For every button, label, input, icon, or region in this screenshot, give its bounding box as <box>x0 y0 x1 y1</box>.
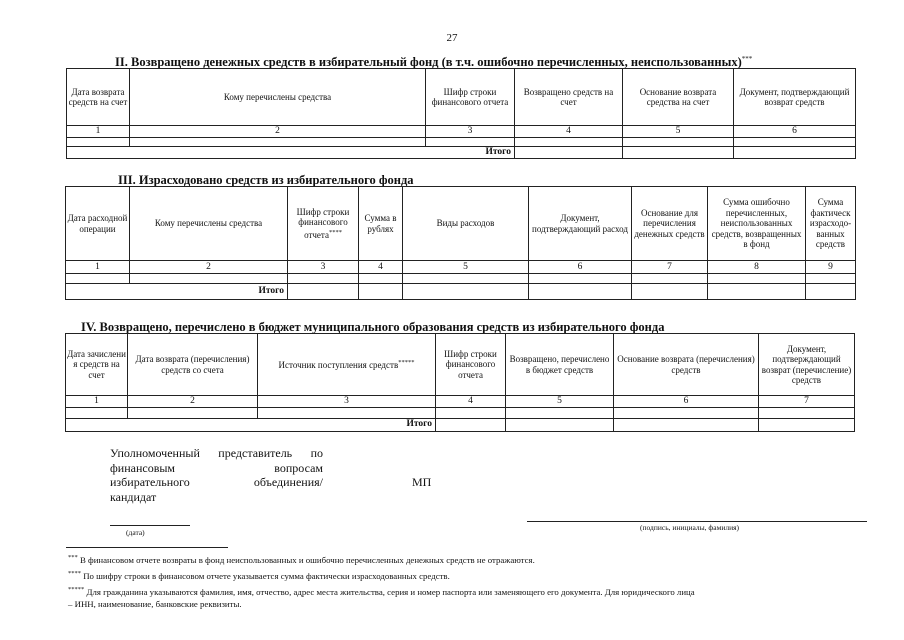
s4-col-num-4: 4 <box>436 396 506 408</box>
s2-col-num-1: 1 <box>67 126 130 138</box>
signature-line-3 <box>110 475 323 490</box>
signature-word: вопросам <box>274 460 323 475</box>
s2-cell <box>426 137 515 146</box>
footnote-2-mark: **** <box>68 570 81 577</box>
s4-header-date-credited: Дата зачислени я средств на счет <box>66 334 128 396</box>
signature-line-4: кандидат <box>110 489 157 504</box>
s3-header-basis: Основание для перечисления денежных средств <box>632 187 708 261</box>
s4-col-num-3: 3 <box>258 396 436 408</box>
s3-col-num-3: 3 <box>288 261 359 274</box>
footnote-3 <box>68 585 858 597</box>
s4-col-num-6: 6 <box>614 396 759 408</box>
signature-word: объединения/ <box>253 475 323 489</box>
section3-table <box>65 186 856 300</box>
section2-footnote-mark: *** <box>741 55 753 63</box>
s4-total-cell <box>436 418 506 431</box>
s3-col-num-9: 9 <box>806 261 856 274</box>
s2-cell <box>130 137 426 146</box>
footnote-1 <box>68 553 858 565</box>
s3-cell <box>359 274 403 284</box>
s4-cell <box>759 407 855 418</box>
s3-total-cell <box>288 284 359 300</box>
s3-total-cell <box>708 284 806 300</box>
date-line <box>110 525 190 526</box>
s4-header-source-mark: ***** <box>398 359 415 367</box>
section4-total-row <box>66 418 855 431</box>
s3-header-expense-types: Виды расходов <box>403 187 529 261</box>
s3-col-num-7: 7 <box>632 261 708 274</box>
section3-header-row <box>66 187 856 261</box>
signature-word: представитель <box>218 446 293 460</box>
section3-number-row <box>66 261 856 274</box>
section2-header-row <box>67 69 856 126</box>
footnote-1-mark: *** <box>68 554 78 561</box>
signature-line-1 <box>110 446 323 461</box>
s2-col-num-3: 3 <box>426 126 515 138</box>
section3-total-row <box>66 284 856 300</box>
s3-col-num-5: 5 <box>403 261 529 274</box>
s4-header-source <box>258 334 436 396</box>
s2-header-returned: Возвращено средств на счет <box>515 69 623 126</box>
s3-total-cell <box>529 284 632 300</box>
s3-total-cell <box>359 284 403 300</box>
section4-empty-row <box>66 407 855 418</box>
s3-total-cell <box>632 284 708 300</box>
s3-header-code-mark: **** <box>328 228 342 236</box>
s2-cell <box>515 137 623 146</box>
s2-header-document: Документ, подтверждающий возврат средств <box>734 69 856 126</box>
s3-header-date: Дата расходной операции <box>66 187 130 261</box>
s3-header-returned: Сумма ошибочно перечисленных, неиспользованных средств, возвращенных в фонд <box>708 187 806 261</box>
s2-cell <box>734 137 856 146</box>
s3-cell <box>130 274 288 284</box>
signature-word: финансовым <box>110 460 176 475</box>
s3-total-cell <box>403 284 529 300</box>
s3-cell <box>806 274 856 284</box>
s3-col-num-2: 2 <box>130 261 288 274</box>
s4-header-source-text: Источник поступления средств <box>278 360 399 371</box>
s3-header-code-text: Шифр строки финансового отчета <box>296 206 350 240</box>
s3-total-label: Итого <box>66 284 288 300</box>
s2-col-num-2: 2 <box>130 126 426 138</box>
section2-total-row <box>67 146 856 158</box>
s4-total-label: Итого <box>66 418 436 431</box>
s4-total-cell <box>506 418 614 431</box>
s2-header-recipient: Кому перечислены средства <box>130 69 426 126</box>
s2-total-cell <box>734 146 856 158</box>
s4-col-num-1: 1 <box>66 396 128 408</box>
s3-header-recipient: Кому перечислены средства <box>130 187 288 261</box>
section3-title: III. Израсходовано средств из избирательного фонда <box>118 173 414 187</box>
footnote-3-mark: ***** <box>68 586 85 593</box>
s4-col-num-7: 7 <box>759 396 855 408</box>
s4-cell <box>66 407 128 418</box>
s3-header-sum: Сумма в рублях <box>359 187 403 261</box>
s2-cell <box>67 137 130 146</box>
section2-empty-row <box>67 137 856 146</box>
s4-header-date-returned: Дата возврата (перечисления) средств со счета <box>128 334 258 396</box>
section3-empty-row <box>66 274 856 284</box>
footnote-separator <box>66 547 228 548</box>
s2-header-date: Дата возврата средств на счет <box>67 69 130 126</box>
s4-header-document: Документ, подтверждающий возврат (перечисление) средств <box>759 334 855 396</box>
s4-header-code: Шифр строки финансового отчета <box>436 334 506 396</box>
s4-col-num-2: 2 <box>128 396 258 408</box>
signature-caption: (подпись, инициалы, фамилия) <box>640 523 740 532</box>
date-caption: (дата) <box>126 528 145 537</box>
page-number: 27 <box>446 32 458 44</box>
section4-table <box>65 333 855 432</box>
signature-word: Уполномоченный <box>110 446 200 460</box>
s3-cell <box>529 274 632 284</box>
s2-header-basis: Основание возврата средства на счет <box>623 69 734 126</box>
s3-cell <box>632 274 708 284</box>
s2-col-num-4: 4 <box>515 126 623 138</box>
section2-number-row <box>67 126 856 138</box>
s4-cell <box>614 407 759 418</box>
s4-total-cell <box>759 418 855 431</box>
s3-cell <box>66 274 130 284</box>
section4-header-row <box>66 334 855 396</box>
s3-cell <box>288 274 359 284</box>
signature-line <box>527 521 867 522</box>
s2-header-code: Шифр строки финансового отчета <box>426 69 515 126</box>
s2-col-num-6: 6 <box>734 126 856 138</box>
s2-total-label: Итого <box>67 146 515 158</box>
s4-cell <box>128 407 258 418</box>
section4-number-row <box>66 396 855 408</box>
footnote-2-text: По шифру строки в финансовом отчете указывается сумма фактически израсходованных средств. <box>83 570 450 581</box>
s2-col-num-5: 5 <box>623 126 734 138</box>
signature-word: избирательного <box>110 475 190 489</box>
s3-col-num-8: 8 <box>708 261 806 274</box>
s2-total-cell <box>623 146 734 158</box>
section4-title: IV. Возвращено, перечислено в бюджет муниципального образования средств из избирательного фонда <box>81 320 665 334</box>
stamp-placeholder: МП <box>412 475 432 489</box>
s3-col-num-1: 1 <box>66 261 130 274</box>
s4-cell <box>258 407 436 418</box>
footnote-3-continuation: – ИНН, наименование, банковские реквизиты. <box>68 599 242 609</box>
footnote-2 <box>68 569 858 581</box>
s3-header-actual: Сумма фактическ израсходо-ванных средств <box>806 187 856 261</box>
section2-table <box>66 68 856 159</box>
s3-col-num-4: 4 <box>359 261 403 274</box>
signature-block <box>110 446 323 504</box>
signature-word: по <box>310 446 324 460</box>
s4-total-cell <box>614 418 759 431</box>
s4-col-num-5: 5 <box>506 396 614 408</box>
s3-cell <box>403 274 529 284</box>
signature-line-2 <box>110 461 323 476</box>
s2-cell <box>623 137 734 146</box>
s2-total-cell <box>515 146 623 158</box>
s4-header-basis: Основание возврата (перечисления) средств <box>614 334 759 396</box>
s3-header-document: Документ, подтверждающий расход <box>529 187 632 261</box>
s3-total-cell <box>806 284 856 300</box>
s3-cell <box>708 274 806 284</box>
footnote-1-text: В финансовом отчете возвраты в фонд неиспользованных и ошибочно перечисленных денежных средств не отражаются. <box>79 554 535 565</box>
s3-header-code <box>288 187 359 261</box>
section2-title-text: II. Возвращено денежных средств в избирательный фонд (в т.ч. ошибочно перечисленных, неиспользованных) <box>115 55 742 70</box>
s3-col-num-6: 6 <box>529 261 632 274</box>
s4-header-returned: Возвращено, перечислено в бюджет средств <box>506 334 614 396</box>
s4-cell <box>436 407 506 418</box>
s4-cell <box>506 407 614 418</box>
footnote-3-text: Для гражданина указываются фамилия, имя, отчество, адрес места жительства, серия и номер паспорта или заменяющего его документа. Для юридического лица <box>86 586 695 597</box>
